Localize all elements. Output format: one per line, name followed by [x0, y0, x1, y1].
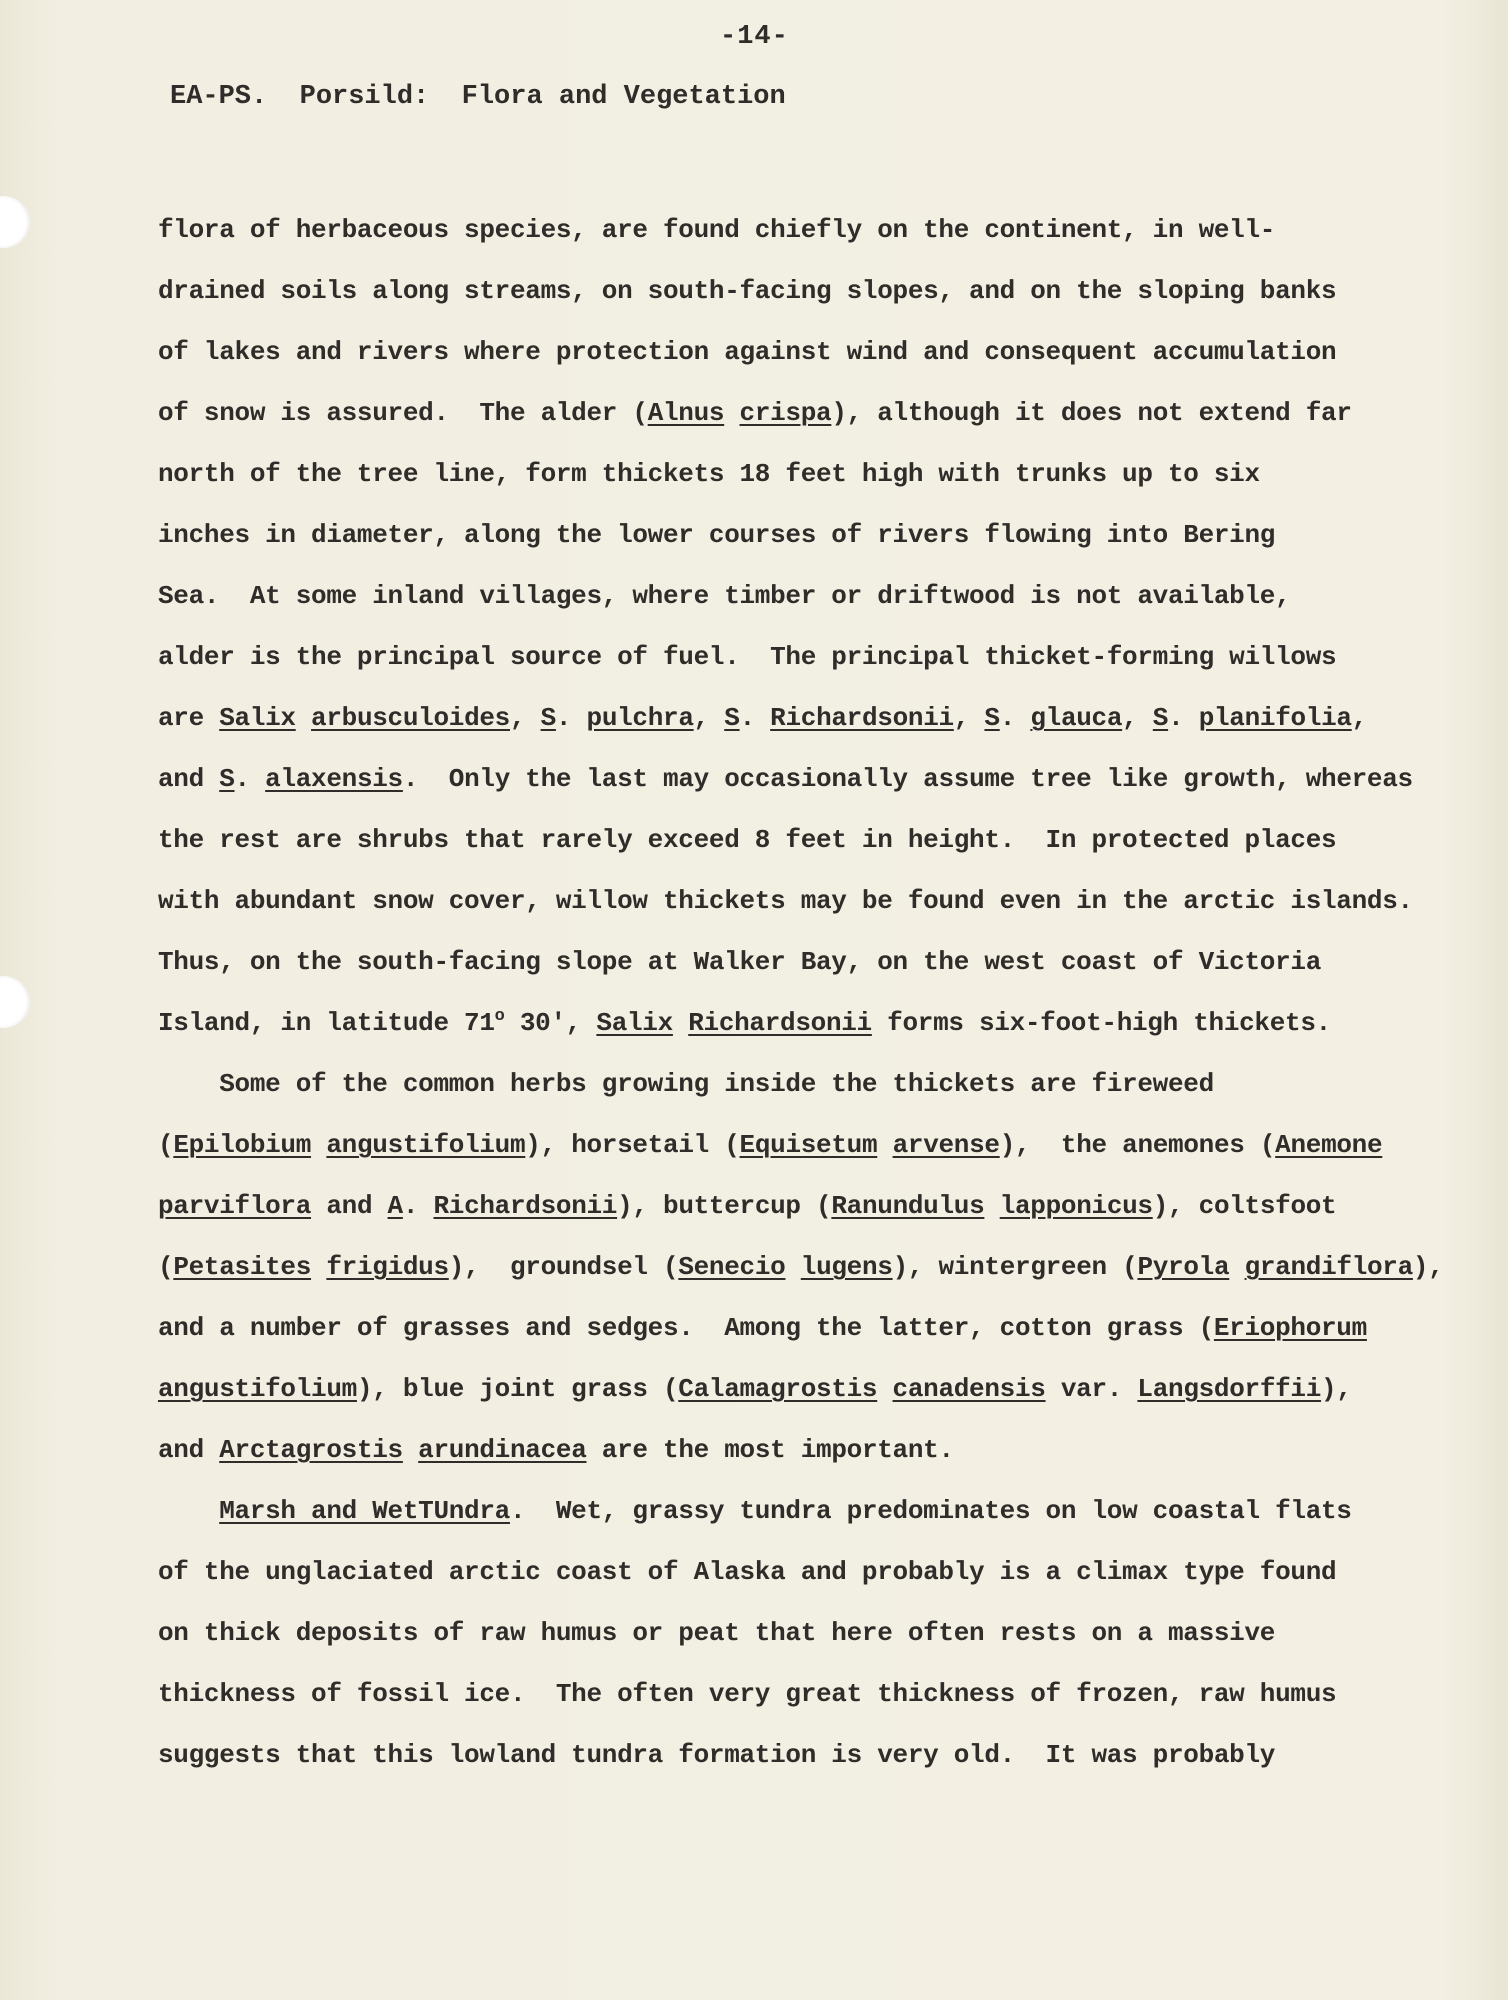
- underlined-term: Ranundulus: [831, 1191, 985, 1221]
- underlined-term: Anemone: [1275, 1130, 1383, 1160]
- underlined-term: Langsdorffii: [1137, 1374, 1322, 1404]
- text-line: Thus, on the south-facing slope at Walker Bay, on the west coast of Victoria: [158, 947, 1321, 977]
- text-line: and a number of grasses and sedges. Among the latter, cotton grass (Eriophorum: [158, 1313, 1367, 1343]
- underlined-term: A: [387, 1191, 403, 1221]
- underlined-term: lugens: [800, 1252, 893, 1282]
- running-header: EA-PS. Porsild: Flora and Vegetation: [170, 82, 786, 112]
- text-line: of snow is assured. The alder (Alnus crispa), although it does not extend far: [158, 398, 1352, 428]
- underlined-term: planifolia: [1198, 703, 1352, 733]
- text-line: drained soils along streams, on south-facing slopes, and on the sloping banks: [158, 276, 1337, 306]
- underlined-term: alaxensis: [265, 764, 403, 794]
- degree-mark: o: [494, 1007, 505, 1026]
- text-line: inches in diameter, along the lower courses of rivers flowing into Bering: [158, 520, 1276, 550]
- text-line: Marsh and WetTUndra. Wet, grassy tundra predominates on low coastal flats: [219, 1496, 1352, 1526]
- text-line: the rest are shrubs that rarely exceed 8 feet in height. In protected places: [158, 825, 1337, 855]
- text-line: and Arctagrostis arundinacea are the most important.: [158, 1435, 954, 1465]
- underlined-term: S: [1152, 703, 1169, 733]
- text-line: (Petasites frigidus), groundsel (Senecio lugens), wintergreen (Pyrola grandiflora),: [158, 1252, 1444, 1282]
- page-number: -14-: [720, 22, 789, 52]
- underlined-term: Senecio: [678, 1252, 786, 1282]
- underlined-term: Salix: [219, 703, 296, 733]
- underlined-term: pulchra: [586, 703, 694, 733]
- text-line: alder is the principal source of fuel. The principal thicket-forming willows: [158, 642, 1337, 672]
- underlined-term: Alnus: [647, 398, 725, 428]
- text-line: of the unglaciated arctic coast of Alaska and probably is a climax type found: [158, 1557, 1337, 1587]
- text-line: thickness of fossil ice. The often very great thickness of frozen, raw humus: [158, 1679, 1337, 1709]
- underlined-term: Richardsonii: [770, 703, 954, 733]
- underlined-term: S: [540, 703, 556, 733]
- underlined-term: frigidus: [326, 1252, 449, 1282]
- underlined-term: arvense: [892, 1130, 1000, 1160]
- underlined-term: crispa: [739, 398, 832, 428]
- underlined-term: grandiflora: [1244, 1252, 1413, 1282]
- underlined-term: Marsh and WetTUndra: [219, 1496, 510, 1526]
- underlined-term: Richardsonii: [433, 1191, 618, 1221]
- text-line: angustifolium), blue joint grass (Calamagrostis canadensis var. Langsdorffii),: [158, 1374, 1352, 1404]
- text-line: (Epilobium angustifolium), horsetail (Equisetum arvense), the anemones (Anemone: [158, 1130, 1383, 1160]
- text-line: of lakes and rivers where protection against wind and consequent accumulation: [158, 337, 1337, 367]
- underlined-term: angustifolium: [326, 1130, 526, 1160]
- text-line: parviflora and A. Richardsonii), buttercup (Ranundulus lapponicus), coltsfoot: [158, 1191, 1337, 1221]
- underlined-term: glauca: [1030, 703, 1123, 733]
- text-line: on thick deposits of raw humus or peat that here often rests on a massive: [158, 1618, 1276, 1648]
- underlined-term: canadensis: [892, 1374, 1046, 1404]
- underlined-term: Salix: [596, 1008, 673, 1038]
- text-line: Sea. At some inland villages, where timber or driftwood is not available,: [158, 581, 1291, 611]
- text-line: north of the tree line, form thickets 18 feet high with trunks up to six: [158, 459, 1260, 489]
- underlined-term: Petasites: [173, 1252, 312, 1282]
- text-line: flora of herbaceous species, are found chiefly on the continent, in well-: [158, 215, 1276, 245]
- underlined-term: S: [984, 703, 1000, 733]
- underlined-term: Equisetum: [739, 1130, 878, 1160]
- underlined-term: parviflora: [158, 1191, 312, 1221]
- underlined-term: Richardsonii: [688, 1008, 872, 1038]
- text-line: Island, in latitude 71$^o$ 30', Salix Richardsonii forms six-foot-high thickets.: [158, 1007, 1331, 1038]
- underlined-term: Arctagrostis: [219, 1435, 403, 1465]
- underlined-term: Eriophorum: [1213, 1313, 1367, 1343]
- underlined-term: lapponicus: [999, 1191, 1153, 1221]
- underlined-term: S: [219, 764, 235, 794]
- underlined-term: S: [724, 703, 740, 733]
- text-line: with abundant snow cover, willow thickets may be found even in the arctic islands.: [158, 886, 1413, 916]
- underlined-term: Pyrola: [1137, 1252, 1230, 1282]
- text-line: Some of the common herbs growing inside the thickets are fireweed: [158, 1069, 1214, 1099]
- text-line: and S. alaxensis. Only the last may occasionally assume tree like growth, whereas: [158, 764, 1413, 794]
- body-text: [158, 200, 1458, 1786]
- underlined-term: Epilobium: [173, 1130, 312, 1160]
- underlined-term: Calamagrostis: [678, 1374, 878, 1404]
- text-line: are Salix arbusculoides, S. pulchra, S. Richardsonii, S. glauca, S. planifolia,: [158, 703, 1368, 733]
- underlined-term: arbusculoides: [311, 703, 510, 733]
- underlined-term: angustifolium: [158, 1374, 357, 1404]
- text-line: suggests that this lowland tundra formation is very old. It was probably: [158, 1740, 1276, 1770]
- underlined-term: arundinacea: [418, 1435, 587, 1465]
